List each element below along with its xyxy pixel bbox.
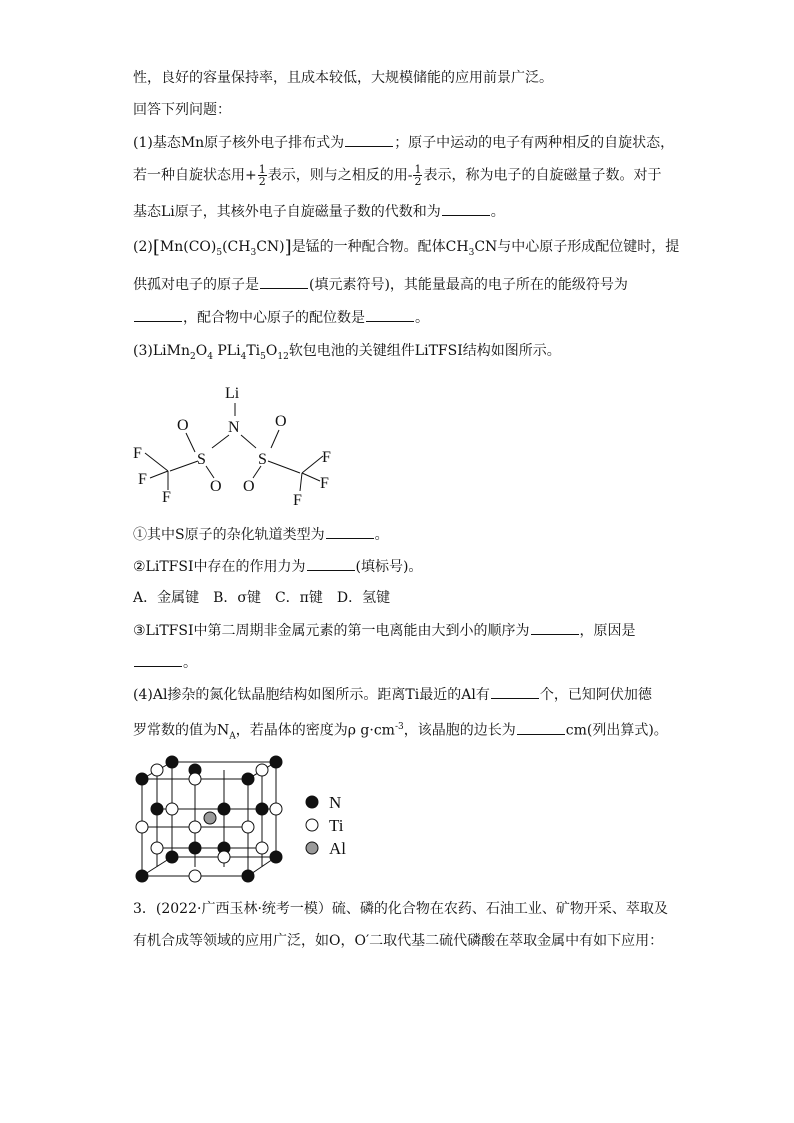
legend-ti-label: Ti [329, 816, 344, 835]
legend-al-label: Al [329, 839, 346, 858]
question-5-line-2: 有机合成等领域的应用广泛，如O，O′二取代基二硫代磷酸在萃取金属中有如下应用： [133, 933, 664, 949]
legend-al-swatch [306, 842, 318, 854]
question-2-line-2: 供孤对电子的原子是 (填元素符号)，其能量最高的电子所在的能级符号为 [133, 274, 673, 295]
atom-f: F [293, 492, 302, 508]
text-line [133, 68, 673, 88]
question-1-line-2: 若一种自旋状态用+ $\frac{1}{2}$ 表示，则与之相反的用- $\frac{1}{2}$ 表示，称为电子的自旋磁量子数。对于 [133, 163, 662, 188]
answer-blank[interactable] [517, 720, 565, 735]
text: 回答下列问题： [133, 102, 231, 118]
atom-f: F [138, 471, 147, 488]
answer-blank[interactable] [345, 132, 393, 147]
atom-f: F [322, 449, 331, 466]
question-1-line-3: 基态Li原子，其核外电子自旋磁量子数的代数和为 。 [133, 201, 673, 222]
text: 性，良好的容量保持率，且成本较低，大规模储能的应用前景广泛。 [133, 70, 553, 86]
question-1-line-1: (1)基态Mn原子核外电子排布式为 ；原子中运动的电子有两种相反的自旋状态， [133, 132, 673, 153]
atom-f: F [133, 445, 142, 462]
question-3-intro: $(3)LiMn_2O_4$ $PLi_4Ti_5O_{12}$软包电池的关键组件LiTFSI结构如图所示。 [133, 343, 561, 362]
question-4-line-1: (4)Al掺杂的氮化钛晶胞结构如图所示。距离Ti最近的Al有 个，已知阿伏加德 [133, 684, 673, 705]
question-2-line-1: $(2)[Mn(CO)_5(CH_3CN)]$是锰的一种配合物。配体$CH_3CN$与中心原子形成配位键时，提 [133, 237, 680, 258]
answer-blank[interactable] [491, 684, 539, 699]
legend-ti-swatch [306, 819, 318, 831]
fraction-half: $\frac{1}{2}$ [414, 163, 422, 188]
answer-blank[interactable] [307, 556, 355, 571]
question-3-1: ①其中S原子的杂化轨道类型为 。 [133, 524, 673, 545]
litfsi-structure-diagram [128, 378, 348, 508]
question-5-line-1: 3．(2022·广西玉林·统考一模）硫、磷的化合物在农药、石油工业、矿物开采、萃取及 [133, 901, 668, 917]
atom-o: O [243, 478, 255, 495]
legend-n-label: N [329, 793, 342, 812]
atom-o: O [210, 478, 222, 495]
answer-blank[interactable] [366, 307, 414, 322]
atom-o: O [275, 413, 287, 430]
question-2-line-3: ，配合物中心原子的配位数是 。 [133, 307, 673, 328]
answer-blank[interactable] [134, 652, 182, 667]
answer-blank[interactable] [326, 524, 374, 539]
atom-n: N [228, 419, 240, 436]
legend-n-swatch [306, 796, 318, 808]
atom-f: F [162, 489, 171, 506]
text-line [133, 100, 673, 120]
question-3-options: A．金属键 B．σ键 C．π键 D．氢键 [133, 590, 391, 606]
crystal-cell-diagram [128, 752, 368, 892]
answer-blank[interactable] [442, 201, 490, 216]
question-3-2: ②LiTFSI中存在的作用力为 (填标号)。 [133, 556, 673, 577]
question-3-3: ③LiTFSI中第二周期非金属元素的第一电离能由大到小的顺序为 ，原因是 [133, 620, 673, 641]
atom-s: S [197, 451, 206, 468]
question-3-3-cont: 。 [133, 652, 673, 673]
atom-li: Li [225, 385, 240, 402]
question-4-line-2: 罗常数的值为$N_A$，若晶体的密度为ρ $g\cdot cm^{-3}$，该晶胞的边长为 cm(列出算式)。 [133, 717, 673, 746]
answer-blank[interactable] [134, 307, 182, 322]
answer-blank[interactable] [260, 274, 308, 289]
atom-o: O [177, 417, 189, 434]
atom-s: S [258, 451, 267, 468]
fraction-half: $\frac{1}{2}$ [258, 163, 266, 188]
answer-blank[interactable] [531, 620, 579, 635]
atom-f: F [320, 475, 329, 492]
